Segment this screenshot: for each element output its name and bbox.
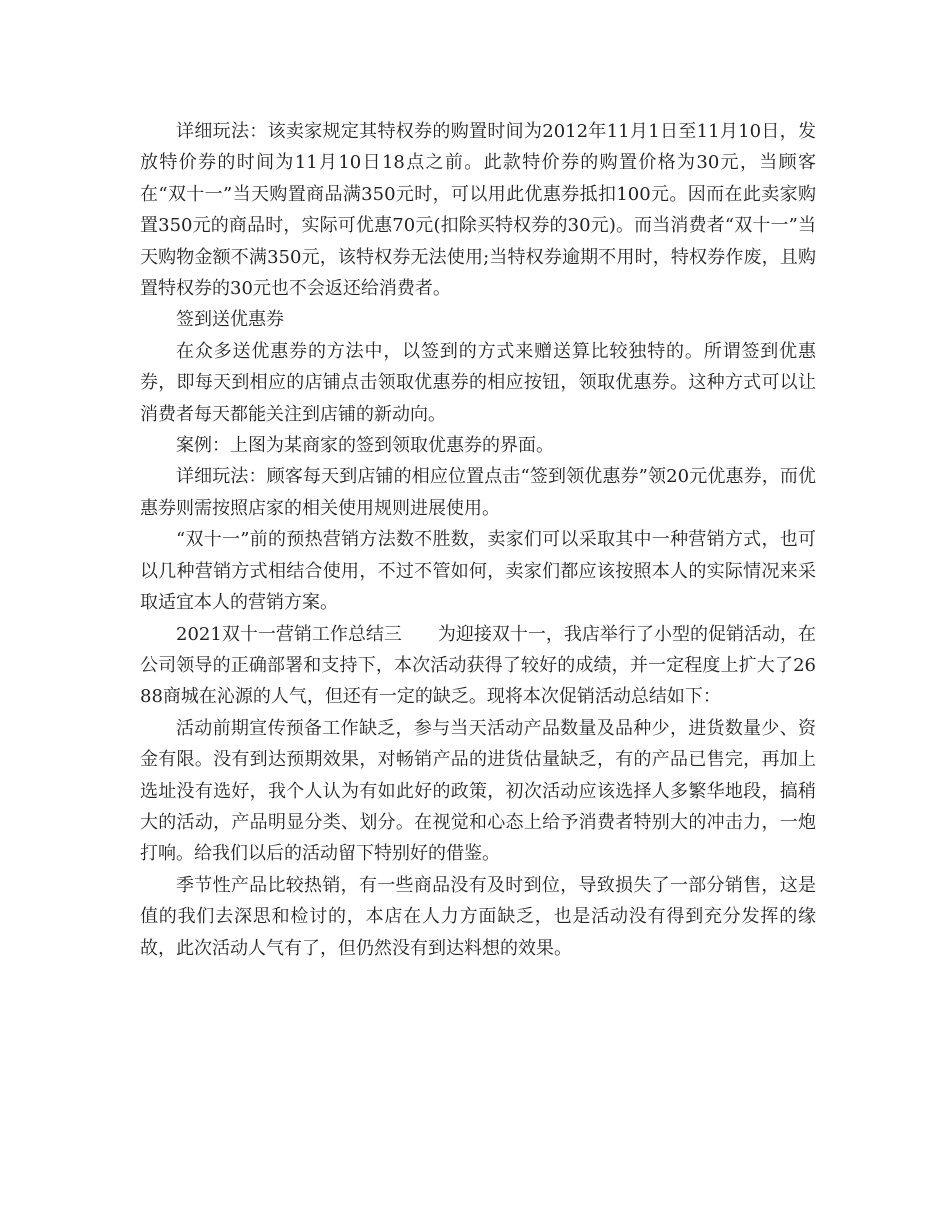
paragraph-detail-rules-1: 详细玩法：该卖家规定其特权券的购置时间为2012年11月1日至11月10日，发放特价券的时间为11月10日18点之前。此款特价券的购置价格为30元，当顾客在“双十一”当天购置商品满350元时，可以用此优惠券抵扣100元。因而在此卖家购置350元的商品时，实际可优惠70元(扣除买特权券的30元)。而当消费者“双十一”当天购物金额不满350元，该特权券无法使用;当特权券逾期不用时，特权券作废，且购置特权券的30元也不会返还给消费者。: [140, 121, 816, 300]
document-body: [140, 116, 816, 964]
paragraph-case: 案例：上图为某商家的签到领取优惠券的界面。: [176, 435, 554, 457]
paragraph-detail-rules-2: 详细玩法：顾客每天到店铺的相应位置点击“签到领优惠券”领20元优惠券，而优惠券则需按照店家的相关使用规则进展使用。: [140, 466, 816, 519]
paragraph-shortcomings: 活动前期宣传预备工作缺乏，参与当天活动产品数量及品种少，进货数量少、资金有限。没有到达预期效果，对畅销产品的进货估量缺乏，有的产品已售完，再加上选址没有选好，我个人认为有如此好的政策，初次活动应该选择人多繁华地段，搞稍大的活动，产品明显分类、划分。在视觉和心态上给予消费者特别大的冲击力，一炮打响。给我们以后的活动留下特别好的借鉴。: [140, 717, 816, 865]
paragraph-checkin-intro: 在众多送优惠券的方法中，以签到的方式来赠送算比较独特的。所谓签到优惠券，即每天到相应的店铺点击领取优惠券的相应按钮，领取优惠券。这种方式可以让消费者每天都能关注到店铺的新动向。: [140, 340, 816, 425]
paragraph-preheat-summary: “双十一”前的预热营销方法数不胜数，卖家们可以采取其中一种营销方式，也可以几种营销方式相结合使用，不过不管如何，卖家们都应该按照本人的实际情况来采取适宜本人的营销方案。: [140, 529, 816, 614]
paragraph-summary-three: 2021双十一营销工作总结三 为迎接双十一，我店举行了小型的促销活动，在公司领导的正确部署和支持下，本次活动获得了较好的成绩，并一定程度上扩大了2688商城在沁源的人气，但还有一定的缺乏。现将本次促销活动总结如下：: [140, 623, 816, 708]
paragraph-seasonal-products: 季节性产品比较热销，有一些商品没有及时到位，导致损失了一部分销售，这是值的我们去深思和检讨的，本店在人力方面缺乏，也是活动没有得到充分发挥的缘故，此次活动人气有了，但仍然没有到达料想的效果。: [140, 874, 816, 959]
section-heading-checkin-coupon: 签到送优惠券: [176, 309, 284, 331]
